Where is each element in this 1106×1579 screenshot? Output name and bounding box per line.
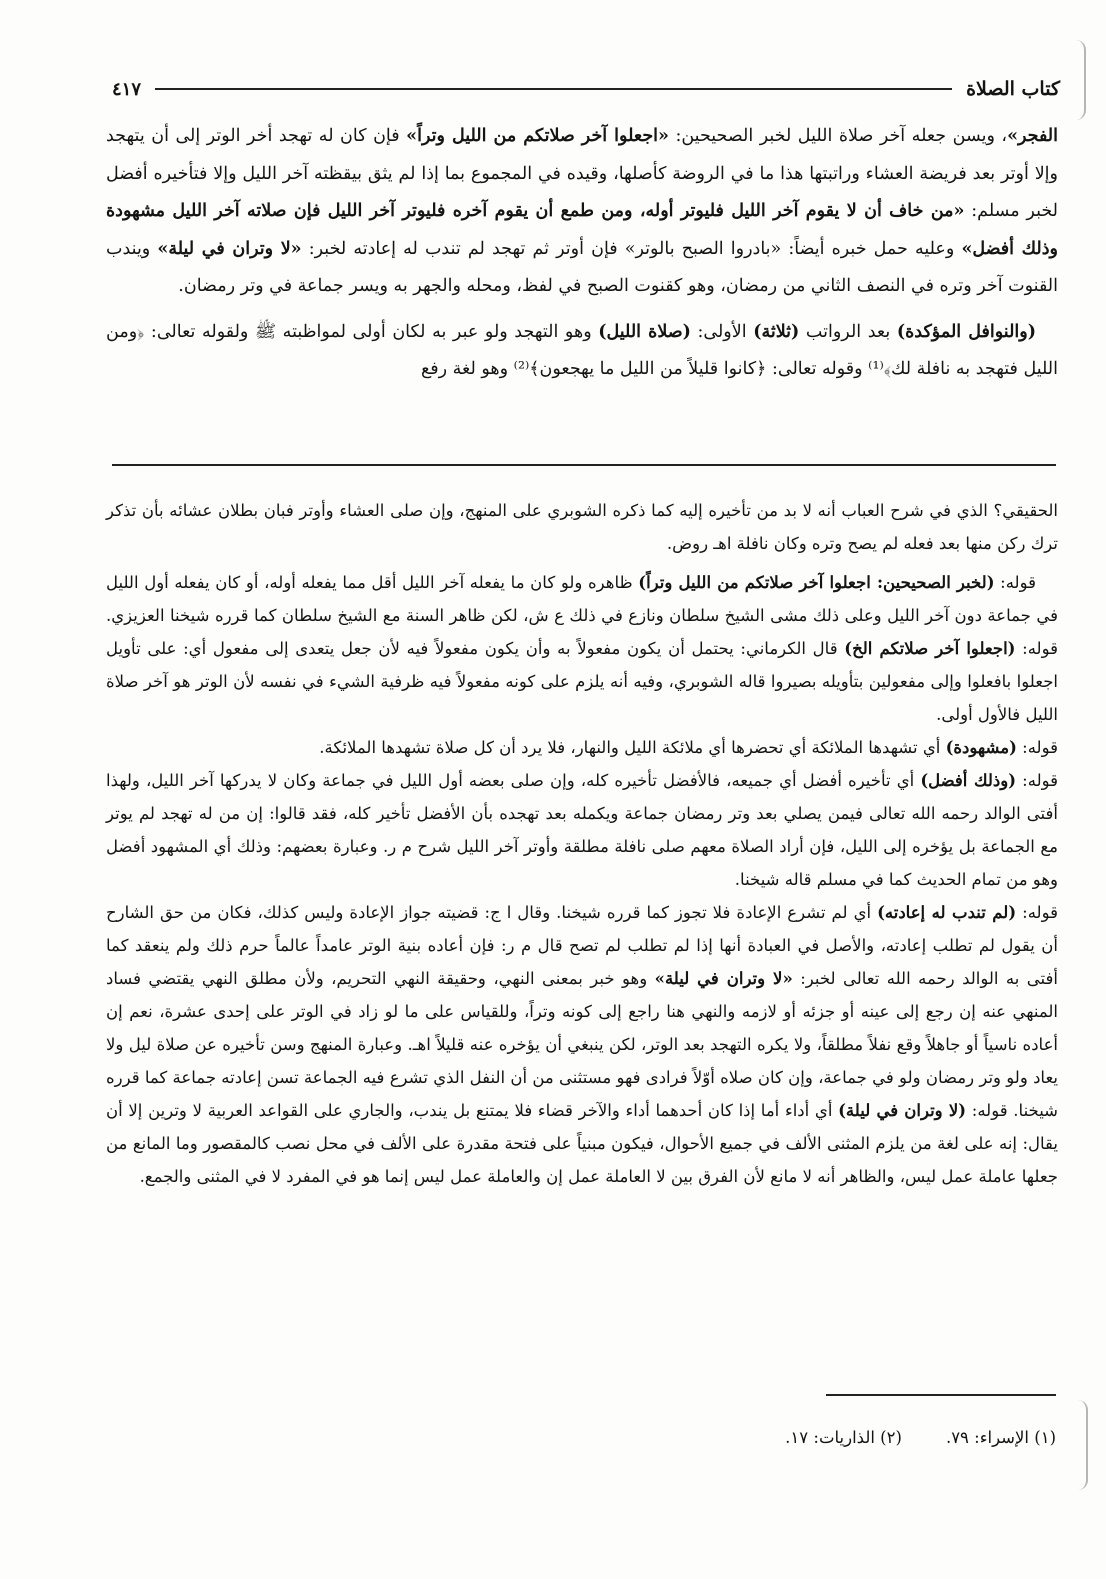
bold-text-run: «لا وتران في ليلة» (157, 238, 302, 259)
text-run: قال الكرماني: يحتمل أن يكون مفعولاً به وأن يكون مفعولاً فيه لأن جعل يتعدى إلى مفعول أي: على تأويل اجعلوا بافعلوا وإلى مفعولين بتأويله بصيروا قاله الشوبري، وفيه أنه يلزم على كونه مفعولاً فيه ظرفية الشيء في نفسه لأن الوتر هو آخر صلاة الليل فالأول أولى. (106, 639, 1058, 724)
text-run: وعليه حمل خبره أيضاً: «بادروا الصبح بالوتر» فإن أوتر ثم تهجد لم تندب له إعادته لخبر: (301, 238, 962, 259)
bold-text-run: (لخبر الصحيحين: اجعلوا آخر صلاتكم من الليل وتراً) (638, 573, 995, 592)
page-edge-mark (1070, 40, 1086, 120)
bold-text-run: (ثلاثة) (753, 321, 800, 342)
commentary-paragraph (106, 731, 1058, 764)
text-run: ظاهره ولو كان ما يفعله آخر الليل أقل مما يفعله أوله، أو كان يفعله أول الليل في جماعة دون آخر الليل وعلى ذلك مشى الشيخ سلطان ونازع في ذلك ع ش، لكن ظاهر السنة مع الشيخ سلطان كما قرره شيخنا العزيزي. قوله: (106, 573, 1058, 658)
commentary-paragraph (106, 494, 1058, 560)
text-run: وهو التهجد ولو عبر به لكان أولى لمواظبته ﷺ ولقوله تعالى: ﴿ومن الليل فتهجد به نافلة لك﴾⁽¹⁾ وقوله تعالى: ﴿كانوا قليلاً من الليل ما يهجعون﴾⁽²⁾ وهو لغة رفع (106, 321, 1058, 379)
text-run: قوله: (994, 573, 1036, 592)
header-rule (155, 88, 952, 90)
bold-text-run: «اجعلوا آخر صلاتكم من الليل وتراً» (406, 126, 669, 146)
bold-text-run: (لا وتران في ليلة) (838, 1101, 967, 1120)
text-run: الأولى: (690, 321, 754, 342)
bold-text-run: «لا وتران في ليلة» (654, 969, 793, 988)
text-run: وهو خبر بمعنى النهي، وحقيقة النهي التحريم، ولأن مطلق النهي يقتضي فساد المنهي عنه إن رجع إلى عينه أو جزئه أو لازمه والنهي هنا راجع إلى كونه وتراً، وللقياس على ما لو زاد في الوتر على إحدى عشرة، نعم إن أعاده ناسياً أو جاهلاً وقع نفلاً مطلقاً، ولا يكره التهجد بعد الوتر، لكن ينبغي أن يؤخره عنه قليلاً اهـ. وعبارة المنهج وسن تأخيره عن صلاة ليل ولا يعاد ولو وتر رمضان ولو في جماعة، وإن كان صلاه أوّلاً فرادى فهو مستثنى من أن النفل الذي تشرع فيه الجماعة تسن إعادته جماعة كما قرره شيخنا. قوله: (106, 969, 1059, 1120)
footnote-1: (١) الإسراء: ٧٩. (945, 1428, 1056, 1447)
bold-text-run: (صلاة الليل) (598, 321, 691, 342)
bold-text-run: «من خاف أن لا يقوم آخر الليل فليوتر أوله، ومن طمع أن يقوم آخره فليوتر آخر الليل فإن صلاته آخر الليل مشهودة وذلك أفضل» (106, 201, 1059, 259)
commentary-text (106, 494, 1058, 1193)
commentary-paragraph (106, 566, 1058, 731)
text-run: قوله: (1016, 771, 1059, 790)
text-run: أي تأخيره أفضل أي جميعه، فالأفضل تأخيره كله، وإن صلى بعضه أول الليل في جماعة وكان لا يدركها آخر الليل، ولهذا أفتى الوالد رحمه الله تعالى فيمن يصلي بعد وتر رمضان جماعة ويكمله بعد تهجده بأن الأفضل تأخير كله، فقد قالوا: إن من له تهجد لم يوتر مع الجماعة بل يؤخره إلى الليل، فإن أراد الصلاة معهم صلى نافلة مطلقة وأوتر آخر الليل شرح م ر. وعبارة بعضهم: وذلك أي المشهود أفضل وهو من تمام الحديث كما في مسلم قاله شيخنا. (106, 771, 1058, 889)
footnotes (600, 1428, 1056, 1447)
chapter-title: كتاب الصلاة (966, 78, 1060, 100)
commentary-paragraph (106, 764, 1058, 896)
text-run: بعد الرواتب (799, 321, 897, 342)
bold-text-run: الفجر» (1007, 126, 1058, 146)
text-run: الحقيقي؟ الذي في شرح العباب أنه لا بد من تأخيره إليه كما ذكره الشوبري على المنهج، وإن صلى العشاء وأوتر فبان بطلان عشائه بأن تذكر ترك ركن منها بعد فعله لم يصح وتره وكان نافلة اهـ روض. (106, 501, 1058, 553)
text-run: أي لم تشرع الإعادة فلا تجوز كما قرره شيخنا. وقال ا ج: قضيته جواز الإعادة وليس كذلك، فكان من حق الشارح أن يقول لم تطلب إعادته، والأصل في العبادة أنها إذا لم تطلب لم تصح قال م ر: فإن أعاده بنية الوتر عامداً عالماً حرم ذلك ولم ينعقد كما أفتى به الوالد رحمه الله تعالى لخبر: (106, 903, 1058, 988)
running-header (112, 72, 1060, 106)
main-paragraph (106, 314, 1058, 389)
commentary-paragraph (106, 896, 1058, 1193)
page-number: ٤١٧ (112, 78, 142, 100)
text-run: ، ويسن جعله آخر صلاة الليل لخبر الصحيحين: (668, 126, 1008, 146)
bold-text-run: (لم تندب له إعادته) (877, 903, 1017, 922)
footnote-divider (826, 1394, 1056, 1396)
bold-text-run: (والنوافل المؤكدة) (896, 321, 1036, 342)
text-run: أي أداء أما إذا كان أحدهما أداء والآخر قضاء فلا يمتنع بل يندب، والجاري على القواعد العربية لا وترين إلا أن يقال: إنه على لغة من يلزم المثنى الألف في جميع الأحوال، فيكون مبنياً على فتحة مقدرة على الألف في محل نصب كالمقصور وما المانع من جعلها عاملة عمل ليس، والظاهر أنه لا مانع لأن الفرق بين لا العاملة عمل إن والعاملة عمل ليس إنما هو في المفرد لا في المثنى والجمع. (106, 1101, 1058, 1186)
page-edge-mark-bottom (1072, 1400, 1088, 1490)
text-run: قوله: (1016, 738, 1058, 757)
text-run: فإن كان له تهجد أخر الوتر إلى أن يتهجد وإلا أوتر بعد فريضة العشاء وراتبتها هذا ما في الروضة كأصلها، وقيده في المجموع بما إذا لم يثق بيقظته آخر الليل وإلا فتأخيره أفضل لخبر مسلم: (106, 126, 1058, 221)
text-run: ويندب القنوت آخر وتره في النصف الثاني من رمضان، وهو كقنوت الصبح في لفظ، ومحله والجهر به ويسر جماعة في وتر رمضان. (106, 238, 1058, 296)
main-text (106, 118, 1058, 389)
text-run: أي تشهدها الملائكة أي تحضرها أي ملائكة الليل والنهار، فلا يرد أن كل صلاة تشهدها الملائكة. (319, 738, 946, 757)
bold-text-run: (وذلك أفضل) (920, 771, 1017, 790)
text-commentary-divider (112, 464, 1056, 466)
main-paragraph (106, 118, 1058, 306)
footnote-2: (٢) الذاريات: ١٧. (785, 1428, 902, 1447)
text-run: قوله: (1016, 903, 1058, 922)
bold-text-run: (اجعلوا آخر صلاتكم الخ) (844, 639, 1016, 658)
bold-text-run: (مشهودة) (945, 738, 1017, 757)
